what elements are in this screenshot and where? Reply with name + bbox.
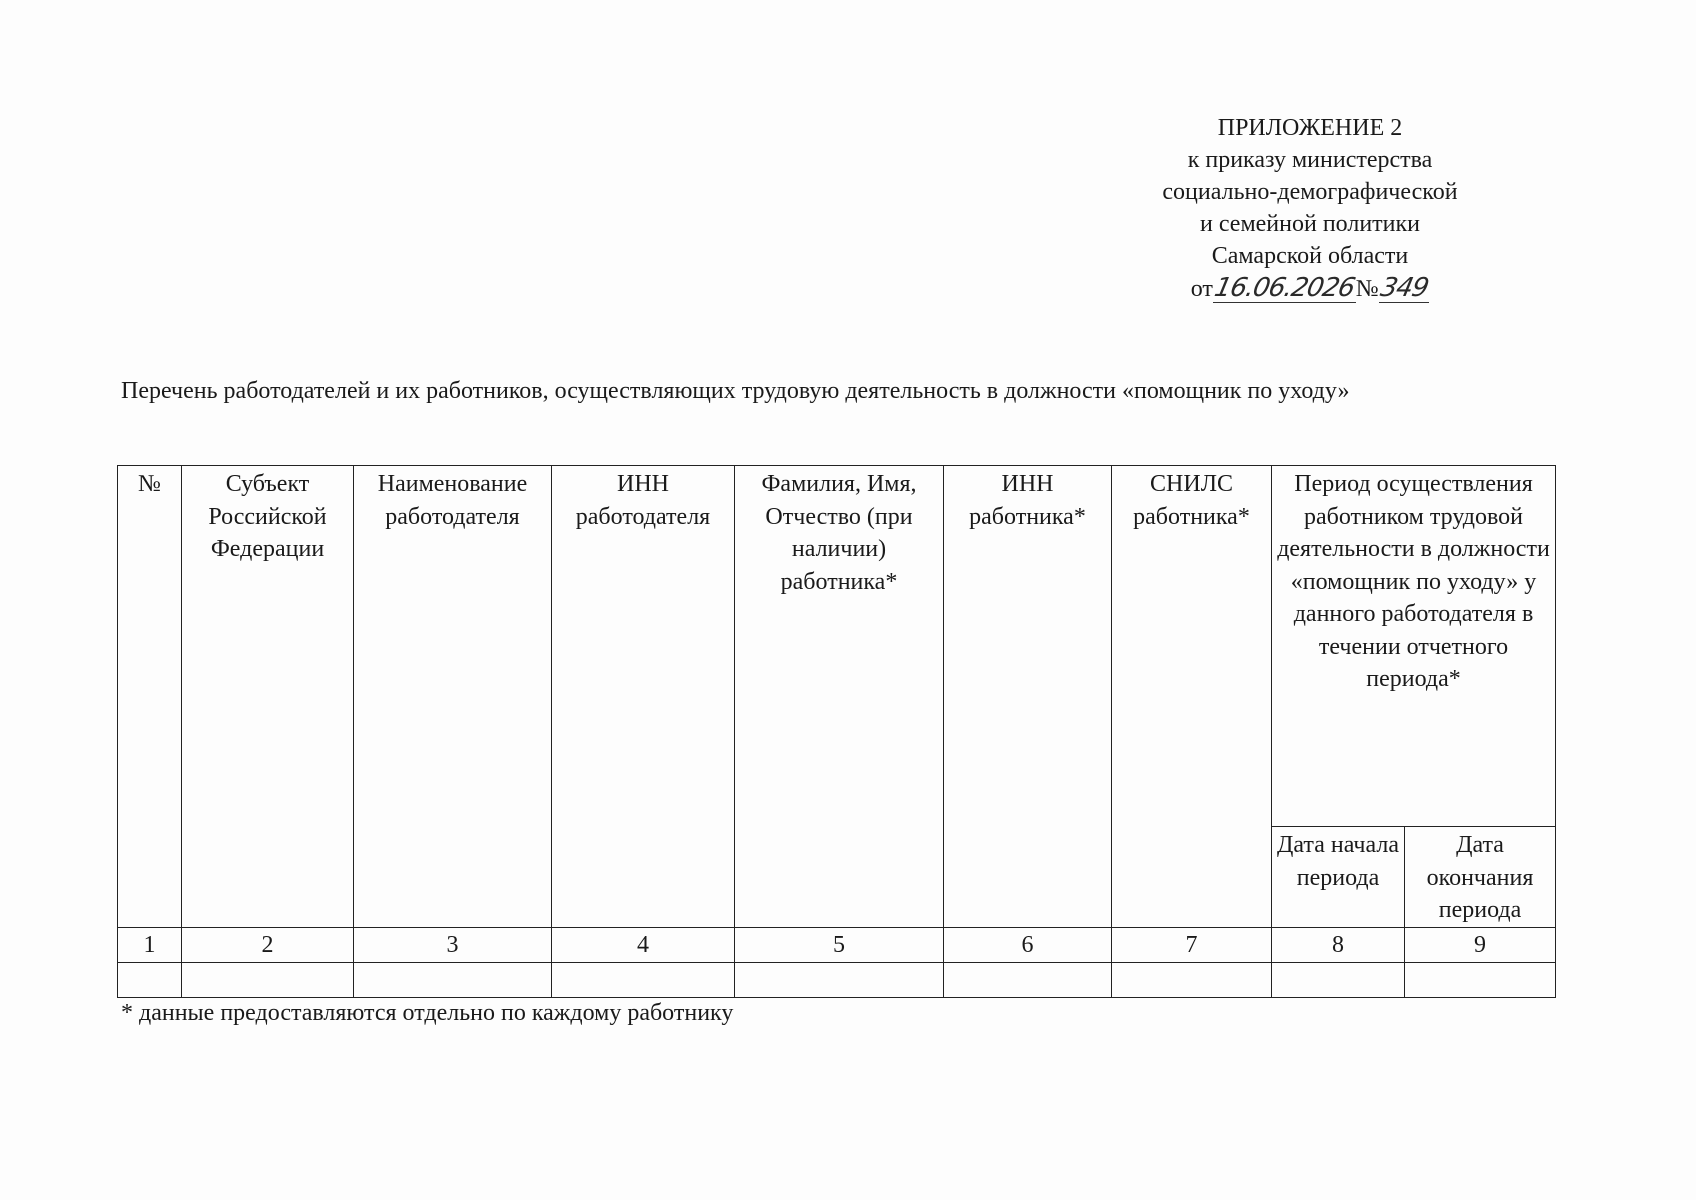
- column-number: 6: [944, 928, 1112, 963]
- header-subject: Субъект Российской Федерации: [182, 466, 354, 928]
- header-period-start: Дата начала периода: [1272, 827, 1405, 928]
- order-date-handwritten: 16.06.2026: [1211, 273, 1357, 303]
- column-number-row: [118, 928, 1556, 963]
- column-number: 9: [1405, 928, 1556, 963]
- appendix-line: социально-демографической: [1162, 179, 1458, 205]
- table-cell: [735, 963, 944, 998]
- order-prefix: от: [1190, 276, 1213, 302]
- column-number: 2: [182, 928, 354, 963]
- column-number: 8: [1272, 928, 1405, 963]
- header-employer-inn: ИНН работодателя: [552, 466, 735, 928]
- table-cell: [1272, 963, 1405, 998]
- table-cell: [552, 963, 735, 998]
- document-title: Перечень работодателей и их работников, осуществляющих трудовую деятельность в должности «помощник по уходу»: [121, 378, 1350, 404]
- column-number: 4: [552, 928, 735, 963]
- appendix-header: [1120, 112, 1500, 305]
- header-employee-inn: ИНН работника*: [944, 466, 1112, 928]
- table-cell: [354, 963, 552, 998]
- header-period-end: Дата окончания периода: [1405, 827, 1556, 928]
- footnote: * данные предоставляются отдельно по каждому работнику: [121, 1000, 734, 1026]
- employers-table: [117, 465, 1556, 998]
- column-number: 1: [118, 928, 182, 963]
- appendix-line: и семейной политики: [1200, 211, 1420, 237]
- header-employee-snils: СНИЛС работника*: [1112, 466, 1272, 928]
- header-employer-name: Наименование работодателя: [354, 466, 552, 928]
- order-reference: [1120, 272, 1500, 305]
- table-cell: [1112, 963, 1272, 998]
- column-number: 7: [1112, 928, 1272, 963]
- appendix-line: Самарской области: [1211, 243, 1409, 269]
- order-number-sign: №: [1355, 276, 1379, 302]
- column-number: 3: [354, 928, 552, 963]
- header-number: №: [118, 466, 182, 928]
- table-row: [118, 963, 1556, 998]
- table-cell: [118, 963, 182, 998]
- order-number-handwritten: 349: [1377, 273, 1431, 303]
- appendix-line: к приказу министерства: [1187, 147, 1433, 173]
- header-employee-name: Фамилия, Имя, Отчество (при наличии) работника*: [735, 466, 944, 928]
- column-number: 5: [735, 928, 944, 963]
- table-cell: [944, 963, 1112, 998]
- table-cell: [182, 963, 354, 998]
- header-period: Период осуществления работником трудовой деятельности в должности «помощник по уходу» у данного работодателя в течении отчетного периода*: [1272, 466, 1556, 827]
- appendix-line: ПРИЛОЖЕНИЕ 2: [1217, 115, 1403, 141]
- table-cell: [1405, 963, 1556, 998]
